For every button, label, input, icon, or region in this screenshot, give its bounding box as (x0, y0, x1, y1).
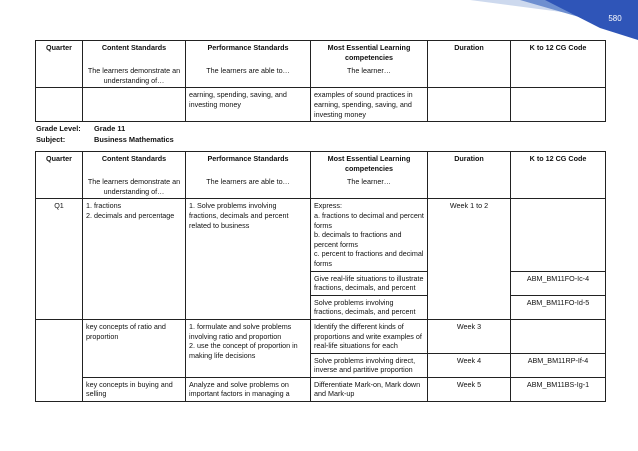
table-row (36, 377, 606, 401)
cell-performance-standard: 1. Solve problems involving fractions, decimals and percent related to business (186, 199, 311, 320)
header-content-standards: Content Standards (83, 152, 186, 176)
header-sub-content: The learners demonstrate an understanding of… (83, 64, 186, 88)
cell-competency: Give real-life situations to illustrate fractions, decimals, and percent (311, 271, 428, 295)
header-competencies: Most Essential Learning competencies (311, 152, 428, 176)
cell-code (511, 319, 606, 353)
cell-competency: Solve problems involving fractions, decimals, and percent (311, 295, 428, 319)
header-sub-duration (428, 64, 511, 88)
header-performance-standards: Performance Standards (186, 152, 311, 176)
header-duration: Duration (428, 152, 511, 176)
cell-competency: Differentiate Mark-on, Mark down and Mark-up (311, 377, 428, 401)
cell-performance: earning, spending, saving, and investing money (186, 88, 311, 122)
cell-code: ABM_BM11FO-Ic-4 (511, 271, 606, 295)
header-sub-performance: The learners are able to… (186, 175, 311, 199)
header-sub-performance: The learners are able to… (186, 64, 311, 88)
subject-label: Subject: (36, 135, 66, 144)
header-quarter: Quarter (36, 152, 83, 176)
header-sub-code (511, 64, 606, 88)
cell-competency: Identify the different kinds of proportions and write examples of real-life situations for each (311, 319, 428, 353)
header-duration: Duration (428, 41, 511, 65)
header-sub-content: The learners demonstrate an understanding of… (83, 175, 186, 199)
grade-level (36, 124, 126, 133)
header-content-standards: Content Standards (83, 41, 186, 65)
header-sub-competencies: The learner… (311, 64, 428, 88)
cell-duration: Week 4 (428, 353, 511, 377)
cell-performance-standard: 1. formulate and solve problems involving ratio and proportion 2. use the concept of proportion in making life decisions (186, 319, 311, 377)
table-row (36, 88, 606, 122)
header-sub-competencies: The learner… (311, 175, 428, 199)
cell-quarter: Q1 (36, 199, 83, 320)
cell-code: ABM_BM11RP-If-4 (511, 353, 606, 377)
cell-content-standard: key concepts of ratio and proportion (83, 319, 186, 377)
table-row (36, 199, 606, 271)
cell-code: ABM_BM11BS-Ig-1 (511, 377, 606, 401)
cell-content-standard: key concepts in buying and selling (83, 377, 186, 401)
cell-code: ABM_BM11FO-Id-5 (511, 295, 606, 319)
header-quarter: Quarter (36, 41, 83, 65)
standards-table-main (35, 151, 606, 402)
cell-competency: Express: a. fractions to decimal and percent forms b. decimals to fractions and percent forms c. percent to fractions and decimal forms (311, 199, 428, 271)
header-performance-standards: Performance Standards (186, 41, 311, 65)
subject (36, 135, 174, 144)
header-code: K to 12 CG Code (511, 152, 606, 176)
cell-performance-standard: Analyze and solve problems on important factors in managing a (186, 377, 311, 401)
grade-level-value: Grade 11 (94, 124, 126, 133)
cell-duration: Week 3 (428, 319, 511, 353)
grade-level-label: Grade Level: (36, 124, 81, 133)
standards-table-top (35, 40, 606, 122)
cell-competency: examples of sound practices in earning, spending, saving, and investing money (311, 88, 428, 122)
header-code: K to 12 CG Code (511, 41, 606, 65)
header-competencies: Most Essential Learning competencies (311, 41, 428, 65)
cell-content-standard: 1. fractions 2. decimals and percentage (83, 199, 186, 320)
cell-code (511, 199, 606, 271)
cell-duration: Week 5 (428, 377, 511, 401)
header-sub-quarter (36, 64, 83, 88)
page-number: 580 (608, 14, 622, 23)
cell-competency: Solve problems involving direct, inverse and partitive proportion (311, 353, 428, 377)
table-row (36, 319, 606, 353)
cell-duration: Week 1 to 2 (428, 199, 511, 320)
subject-value: Business Mathematics (94, 135, 174, 144)
